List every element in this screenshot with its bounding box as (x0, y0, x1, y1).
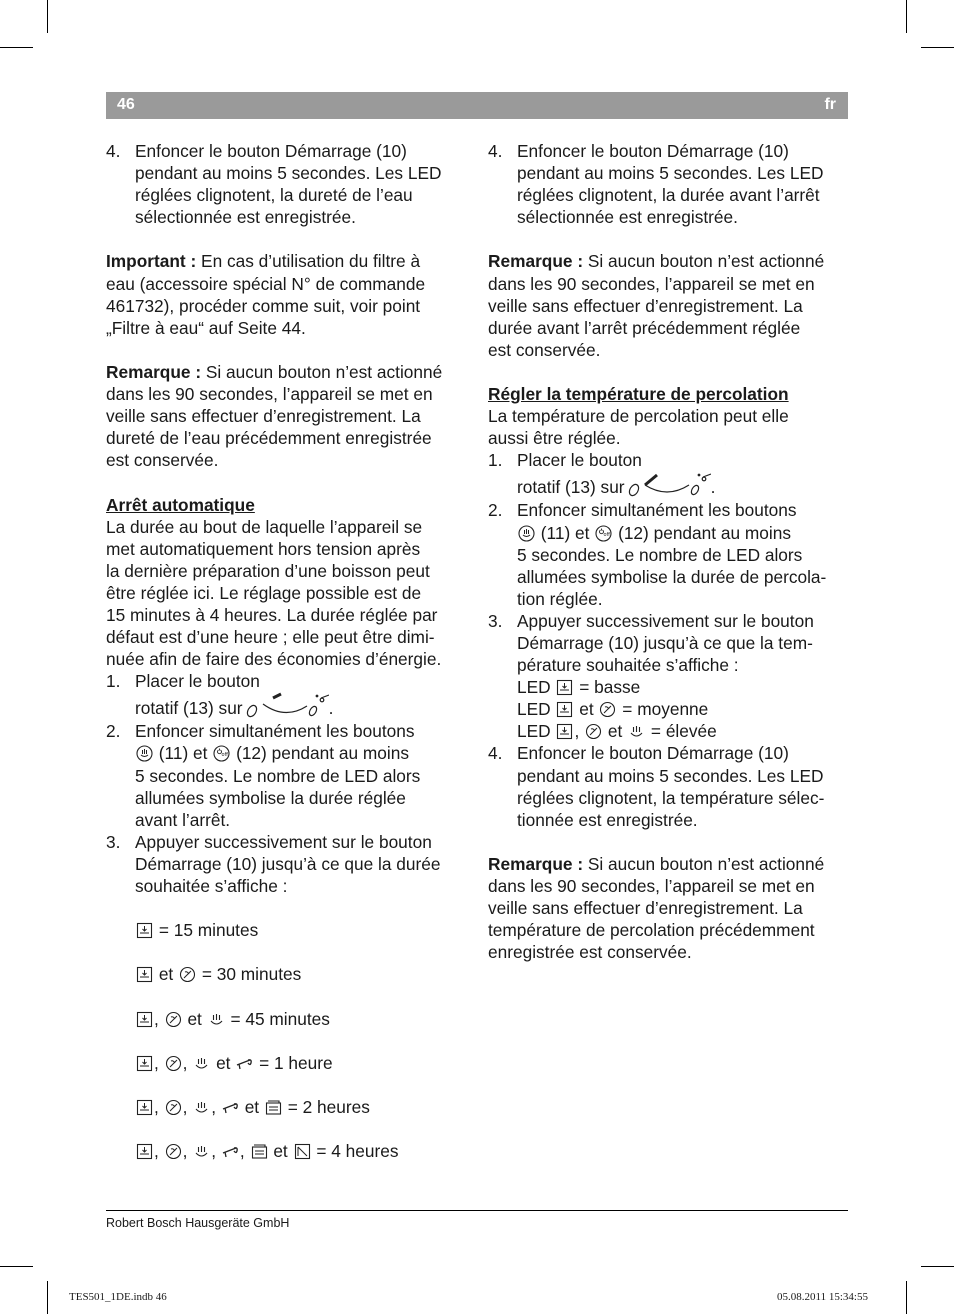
section-heading: Régler la température de percolation (488, 384, 789, 405)
led-2-icon (165, 1055, 182, 1072)
list-item: 2. Enfoncer simultanément les boutons (11) et off (12) pendant au moins 5 secondes. Le nombre de LED alors allumées symbolise la durée réglée avant l’arrêt. (106, 721, 421, 830)
led-3-icon (628, 723, 645, 740)
led-1-icon (136, 1143, 153, 1160)
led-2-icon (165, 1011, 182, 1028)
list-item: 3. Appuyer successivement sur le bouton Démarrage (10) jusqu’à ce que la tem- pérature souhaitée s’affiche : LED = basse LED et = moyenne LED , et = élevée (488, 610, 850, 743)
temp-moyenne: LED et = moyenne (517, 699, 709, 720)
remark-note: Remarque : Si aucun bouton n’est actionné dans les 90 secondes, l’appareil se met en veille sans effectuer d’enregistrement. La dureté de l’eau précédemment enregistrée est conservée. (106, 361, 443, 471)
list-item: 1. Placer le bouton rotatif (13) sur . (488, 450, 716, 498)
rotary-knob-icon (245, 692, 329, 720)
led-5-icon (265, 1099, 282, 1116)
page-header (106, 92, 848, 119)
language-code: fr (824, 96, 836, 113)
led-5-icon (251, 1143, 268, 1160)
crop-mark (47, 0, 48, 33)
step-list (488, 140, 850, 228)
power-off-button-icon (213, 745, 230, 762)
footer-divider (106, 1210, 848, 1211)
led-3-icon (193, 1055, 210, 1072)
crop-mark (921, 47, 954, 48)
svg-text:off: off (603, 531, 611, 538)
led-6-icon (294, 1143, 311, 1160)
led-1-icon (556, 679, 573, 696)
list-item: 3. Appuyer successivement sur le bouton Démarrage (10) jusqu’à ce que la durée souhaitée s’affiche : (106, 831, 441, 896)
crop-mark (0, 1266, 33, 1267)
led-2-icon (599, 701, 616, 718)
led-4-icon (222, 1099, 239, 1116)
led-3-icon (208, 1011, 225, 1028)
led-2-icon (585, 723, 602, 740)
list-item: 1. Placer le bouton rotatif (13) sur . (106, 671, 334, 719)
led-3-icon (193, 1099, 210, 1116)
legend-line: , , et = 1 heure (106, 1052, 468, 1074)
page-number: 46 (117, 96, 135, 113)
right-column (488, 140, 850, 963)
section-intro: La température de percolation peut elle aussi être réglée. (488, 406, 789, 449)
rotary-knob-icon (627, 471, 711, 499)
led-1-icon (556, 723, 573, 740)
led-1-icon (136, 1055, 153, 1072)
important-note: Important : En cas d’utilisation du filtre à eau (accessoire spécial N° de commande 461732), procéder comme suit, voir point „Filtre à eau“ auf Seite 44. (106, 251, 426, 338)
led-2-icon (165, 1099, 182, 1116)
led-2-icon (179, 966, 196, 983)
list-item: 4. Enfoncer le bouton Démarrage (10) pendant au moins 5 secondes. Les LED réglées clignotent, la durée avant l’arrêt sélectionnée est enregistrée. (488, 141, 824, 228)
crop-mark (906, 1281, 907, 1314)
legend-line: et = 30 minutes (106, 963, 468, 985)
steam-button-icon (136, 745, 153, 762)
footer-company: Robert Bosch Hausgeräte GmbH (106, 1216, 290, 1230)
led-1-icon (136, 966, 153, 983)
led-4-icon (236, 1055, 253, 1072)
step-list (106, 140, 468, 228)
list-item: 2. Enfoncer simultanément les boutons (11) et off (12) pendant au moins 5 secondes. Le nombre de LED alors allumées symbolise la durée de percola- tion réglée. (488, 500, 827, 609)
temp-basse: LED = basse (517, 677, 641, 698)
steam-button-icon (518, 525, 535, 542)
led-3-icon (193, 1143, 210, 1160)
remark-note: Remarque : Si aucun bouton n’est actionné dans les 90 secondes, l’appareil se met en veille sans effectuer d’enregistrement. La température de percolation précédemment enregistrée est conservée. (488, 853, 825, 963)
legend-line: = 15 minutes (106, 919, 468, 941)
left-column (106, 140, 468, 1162)
led-1-icon (136, 922, 153, 939)
crop-mark (906, 0, 907, 33)
print-slug-date: 05.08.2011 15:34:55 (777, 1291, 868, 1303)
crop-mark (921, 1266, 954, 1267)
section-heading: Arrêt automatique (106, 494, 255, 515)
led-1-icon (136, 1099, 153, 1116)
led-1-icon (556, 701, 573, 718)
led-1-icon (136, 1011, 153, 1028)
step-list (488, 449, 850, 831)
print-slug-file: TES501_1DE.indb 46 (69, 1291, 167, 1303)
legend-line: , , , et = 2 heures (106, 1096, 468, 1118)
crop-mark (47, 1281, 48, 1314)
crop-mark (0, 47, 33, 48)
svg-text:off: off (221, 752, 229, 759)
led-4-icon (222, 1143, 239, 1160)
legend-line: , , , , et = 4 heures (106, 1140, 468, 1162)
temp-elevee: LED , et = élevée (517, 721, 717, 742)
section-intro: La durée au bout de laquelle l’appareil se met automatiquement hors tension après la dernière préparation d’une boisson peut être réglée ici. Le réglage possible est de 15 minutes à 4 heures. La durée réglée par défaut est d’une heure ; elle peut être dimi- nuée afin de faire des économies d’énergie. (106, 516, 442, 670)
legend-line: , et = 45 minutes (106, 1008, 468, 1030)
led-2-icon (165, 1143, 182, 1160)
remark-note: Remarque : Si aucun bouton n’est actionné dans les 90 secondes, l’appareil se met en veille sans effectuer d’enregistrement. La durée avant l’arrêt précédemment réglée est conservée. (488, 251, 825, 360)
power-off-button-icon (595, 525, 612, 542)
list-item: 4. Enfoncer le bouton Démarrage (10) pendant au moins 5 secondes. Les LED réglées clignotent, la température sélec- tionnée est enregistrée. (488, 743, 825, 830)
list-item: 4. Enfoncer le bouton Démarrage (10) pendant au moins 5 secondes. Les LED réglées clignotent, la dureté de l’eau sélectionnée est enregistrée. (106, 141, 442, 228)
step-list (106, 670, 468, 897)
